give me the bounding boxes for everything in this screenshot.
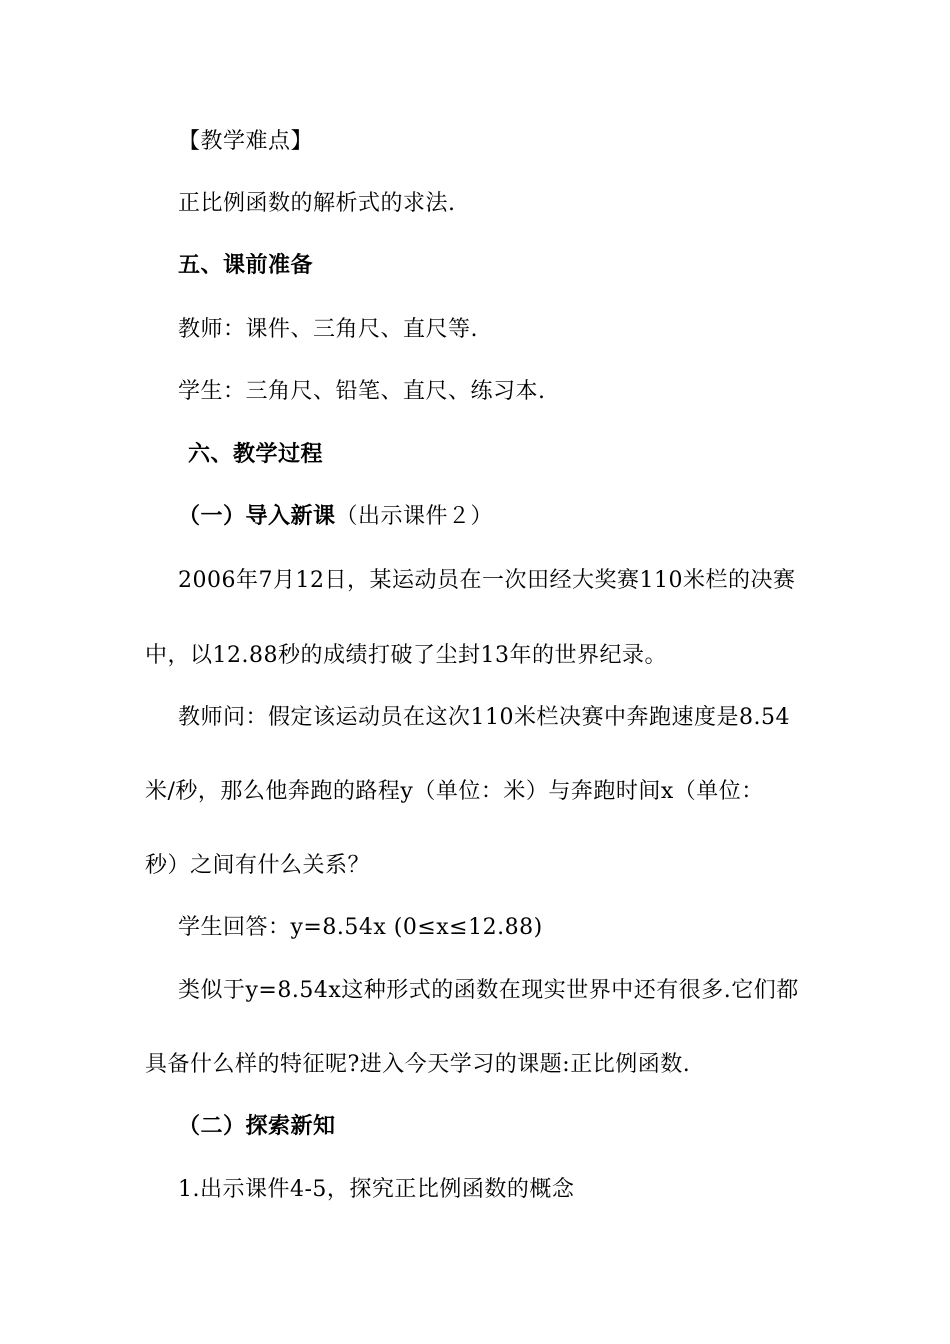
- heading-preparation: 五、课前准备: [178, 253, 314, 278]
- subheading-explore: （二）探索新知: [178, 1114, 336, 1139]
- paragraph-line: 秒）之间有什么关系？: [145, 853, 371, 878]
- subheading-introduction: [178, 502, 493, 532]
- paragraph-student-answer: 学生回答：y=8.54x (0≤x≤12.88): [178, 915, 543, 940]
- paragraph-line: 类似于y=8.54x这种形式的函数在现实世界中还有很多.它们都: [178, 978, 799, 1003]
- subheading-introduction-note: （出示课件２）: [335, 504, 494, 529]
- paragraph-line: 教师问：假定该运动员在这次110米栏决赛中奔跑速度是8.54: [178, 705, 790, 730]
- paragraph-difficulty-content: 正比例函数的解析式的求法.: [178, 191, 456, 216]
- paragraph-teacher-preparation: 教师：课件、三角尺、直尺等.: [178, 317, 478, 342]
- paragraph-line: 2006年7月12日，某运动员在一次田经大奖赛110米栏的决赛: [178, 568, 796, 593]
- paragraph-line: 米/秒，那么他奔跑的路程y（单位：米）与奔跑时间x（单位：: [145, 779, 764, 804]
- paragraph-line: 中，以12.88秒的成绩打破了尘封13年的世界纪录。: [145, 643, 667, 668]
- heading-teaching-difficulty: 【教学难点】: [178, 129, 314, 154]
- paragraph-explore-step: 1.出示课件4-5，探究正比例函数的概念: [178, 1177, 575, 1202]
- paragraph-line: 具备什么样的特征呢?进入今天学习的课题:正比例函数.: [145, 1052, 691, 1077]
- paragraph-student-preparation: 学生：三角尺、铅笔、直尺、练习本.: [178, 379, 546, 404]
- subheading-introduction-title: （一）导入新课: [178, 504, 336, 529]
- heading-teaching-process: 六、教学过程: [188, 442, 324, 467]
